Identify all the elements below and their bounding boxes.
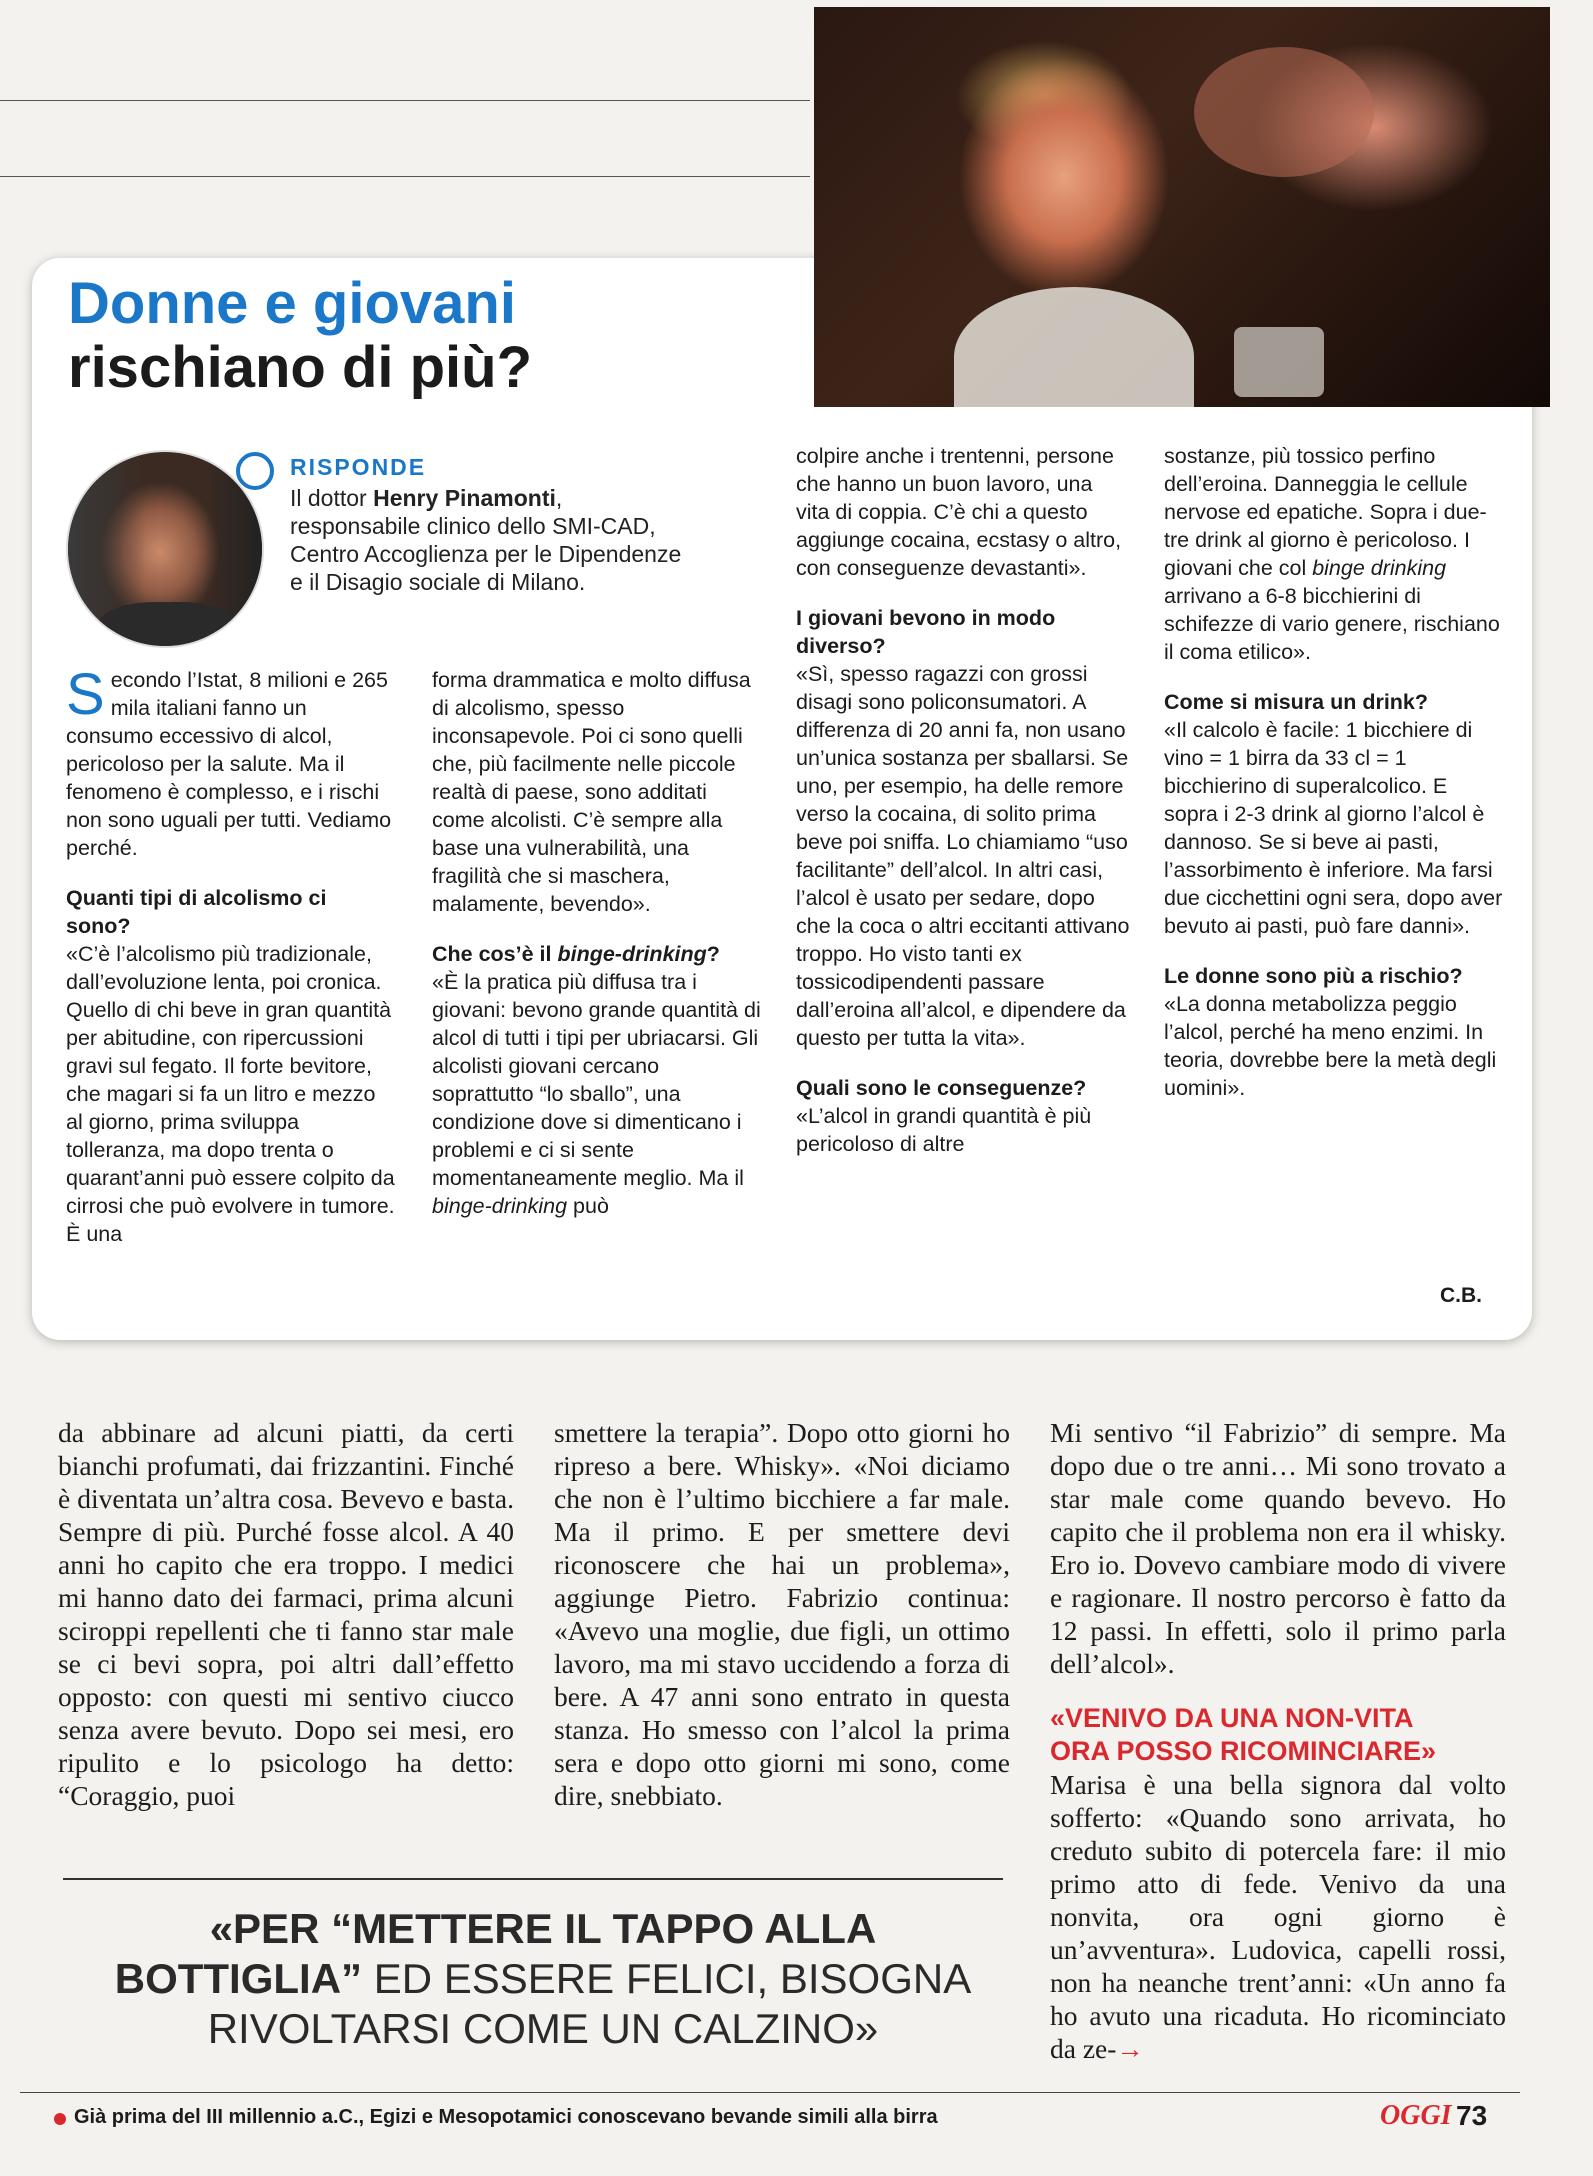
question-2	[432, 940, 762, 968]
sidebar-column-4	[1164, 442, 1504, 1102]
answer-2-continued: colpire anche i trentenni, persone che hanno un buon lavoro, una vita di coppia. C’è chi a questo aggiunge cocaina, ecstasy o altro, con conseguenze devastanti».	[796, 444, 1122, 580]
bullet-dot-icon	[54, 2113, 66, 2125]
answer-5: «Il calcolo è facile: 1 bicchiere di vino = 1 birra da 33 cl = 1 bicchierino di superalcolico. E sopra i 2-3 drink al giorno l’alcol è dannoso. Se si beve ai pasti, l’assorbimento è inferiore. Ma farsi due cicchettini ogni sera, dopo aver bevuto ai pasti, può fare danni».	[1164, 718, 1503, 938]
answer-2-part1: «È la pratica più diffusa tra i giovani: bevono grande quantità di alcol di tutti i tipi per ubriacarsi. Gli alcolisti giovani cercano soprattutto “lo sballo”, una condizione dove si dimenticano i problemi e ci si sente momentaneamente meglio. Ma il	[432, 970, 761, 1190]
story-subhead	[1050, 1702, 1506, 1768]
sidebar-column-2	[432, 666, 762, 1220]
risponde-line4: e il Disagio sociale di Milano.	[290, 569, 586, 595]
photo-shape	[1234, 327, 1324, 397]
story-text-4	[1050, 1768, 1506, 2065]
story-text-1: da abbinare ad alcuni piatti, da certi bianchi profumati, dai frizzantini. Finché è diventata un’altra cosa. Bevevo e basta. Sempre di più. Purché fosse alcol. A 40 anni ho capito che era troppo. I medici mi hanno dato dei farmaci, prima alcuni sciroppi repellenti che ti fanno star male se ci bevi sopra, poi altri dall’effetto opposto: con questi mi sentivo ciucco senza avere bevuto. Dopo sei mesi, ero ripulito e lo psicologo ha detto: “Coraggio, puoi	[58, 1417, 514, 1811]
photo-shape	[954, 287, 1194, 407]
answer-1: «C’è l’alcolismo più tradizionale, dall’evoluzione lenta, poi cronica. Quello di chi beve in gran quantità per abitudine, con ripercussioni gravi sul fegato. Il forte bevitore, che magari si fa un litro e mezzo al giorno, prima sviluppa tolleranza, ma dopo trenta o quarant’anni può essere colpito da cirrosi che può evolvere in tumore. È una	[66, 942, 395, 1246]
pullquote-rule	[63, 1878, 1003, 1880]
answer-1-continued: forma drammatica e molto diffusa di alcolismo, spesso inconsapevole. Poi ci sono quelli che, più facilmente nelle piccole realtà di paese, sono additati come alcolisti. C’è sempre alla base una vulnerabilità, una fragilità che si maschera, malamente, bevendo».	[432, 668, 751, 916]
question-2-suffix: ?	[706, 942, 720, 966]
story-text-3: Mi sentivo “il Fabrizio” di sempre. Ma dopo due o tre anni… Mi sono trovato a star male come quando bevevo. Ho capito che il problema non era il whisky. Ero io. Dovevo cambiare modo di vivere e ragionare. Il nostro percorso è fatto da 12 passi. In effetti, solo il primo parla dell’alcol».	[1050, 1417, 1506, 1679]
question-5: Come si misura un drink?	[1164, 690, 1429, 714]
story-text-4-body: Marisa è una bella signora dal volto sofferto: «Quando sono arrivata, ho creduto subito di potercela fare: il mio primo atto di fede. Venivo da una nonvita, ora ogni giorno è un’avventura». Ludovica, capelli rossi, non ha neanche trent’anni: «Un anno fa ho avuto una ricaduta. Ho ricominciato da ze-	[1050, 1769, 1506, 2064]
avatar-henry-pinamonti	[68, 452, 262, 646]
story-text-2: smettere la terapia”. Dopo otto giorni ho ripreso a bere. Whisky». «Noi diciamo che non è l’ultimo bicchiere a far male. Ma il primo. E per smettere devi riconoscere che hai un problema», aggiunge Pietro. Fabrizio continua: «Avevo una moglie, due figli, un ottimo lavoro, ma mi stavo uccidendo a forza di bere. A 47 anni sono entrato in questa stanza. Ho smesso con l’alcol la prima sera e dopo otto giorni mi sono, come dire, snebbiato.	[554, 1417, 1010, 1811]
risponde-prefix: Il dottor	[290, 485, 374, 511]
avatar-shirt	[98, 602, 238, 646]
sidebar-title	[68, 272, 532, 400]
top-rule-2	[0, 176, 810, 177]
footer-rule	[20, 2092, 1520, 2093]
question-2-italic: binge-drinking	[557, 942, 707, 966]
sidebar-column-3	[796, 442, 1131, 1158]
risponde-label: RISPONDE	[290, 454, 427, 480]
subhead-line-1: «VENIVO DA UNA NON-VITA	[1050, 1703, 1414, 1733]
intro-text: econdo l’Istat, 8 milioni e 265 mila italiani fanno un consumo eccessivo di alcol, pericoloso per la salute. Ma il fenomeno è complesso, e i rischi non sono uguali per tutti. Vediamo perché.	[66, 668, 392, 860]
continue-arrow-icon: →	[1116, 2033, 1144, 2064]
risponde-suffix: ,	[555, 485, 563, 511]
question-1: Quanti tipi di alcolismo ci sono?	[66, 886, 327, 938]
risponde-name: Henry Pinamonti	[373, 485, 556, 511]
question-3: I giovani bevono in modo diverso?	[796, 606, 1056, 658]
magazine-logo: OGGI	[1380, 2100, 1452, 2131]
ring-icon	[236, 452, 274, 490]
signature: C.B.	[1440, 1284, 1482, 1307]
risponde-text	[290, 484, 770, 596]
answer-4-part2: arrivano a 6-8 bicchierini di schifezze di vario genere, rischiano il coma etilico».	[1164, 584, 1500, 664]
page-number: 73	[1456, 2100, 1488, 2131]
drop-cap: S	[66, 662, 105, 727]
question-2-prefix: Che cos’è il	[432, 942, 558, 966]
pullquote-line-2-rest: ED ESSERE FELICI, BISOGNA	[362, 1955, 972, 2002]
answer-2-part2: può	[567, 1194, 609, 1218]
pullquote	[63, 1904, 1023, 2054]
footer-note: Già prima del III millennio a.C., Egizi e Mesopotamici conoscevano bevande simili alla birra	[74, 2106, 938, 2128]
pullquote-line-1: «PER “METTERE IL TAPPO ALLA	[209, 1905, 877, 1952]
answer-4-continued	[1164, 442, 1504, 666]
answer-2-italic: binge-drinking	[432, 1194, 568, 1218]
story-column-2	[554, 1416, 1010, 1812]
sidebar-column-1	[66, 662, 396, 1248]
story-column-1	[58, 1416, 514, 1812]
photo-shape	[1194, 47, 1374, 177]
subhead-line-2: ORA POSSO RICOMINCIARE»	[1050, 1736, 1437, 1766]
question-4: Quali sono le conseguenze?	[796, 1076, 1087, 1100]
answer-4: «L’alcol in grandi quantità è più pericoloso di altre	[796, 1104, 1092, 1156]
answer-6: «La donna metabolizza peggio l’alcol, perché ha meno enzimi. In teoria, dovrebbe bere la metà degli uomini».	[1164, 992, 1497, 1100]
title-line-1: Donne e giovani	[68, 271, 516, 336]
answer-3: «Sì, spesso ragazzi con grossi disagi sono policonsumatori. A differenza di 20 anni fa, non usano un’unica sostanza per sballarsi. Se uno, per esempio, ha delle remore verso la cocaina, di solito prima beve poi sniffa. Lo chiamiamo “uso facilitante” dell’alcol. In altri casi, l’alcol è usato per sedare, dopo che la coca o altri eccitanti attivano troppo. Ho visto tanti ex tossicodipendenti passare dall’eroina all’alcol, e dipendere da questo per tutta la vita».	[796, 662, 1130, 1050]
answer-4-part1: sostanze, più tossico perfino dell’eroina. Danneggia le cellule nervose ed epatiche. Sopra i due-tre drink al giorno è pericoloso. I giovani che col	[1164, 444, 1487, 580]
story-column-3	[1050, 1416, 1506, 2065]
answer-2	[432, 968, 762, 1220]
top-rule	[0, 100, 810, 101]
answer-4-italic: binge drinking	[1312, 556, 1447, 580]
title-line-2: rischiano di più?	[68, 335, 533, 400]
pullquote-line-3: RIVOLTARSI COME UN CALZINO»	[207, 2005, 879, 2052]
risponde-line2: responsabile clinico dello SMI-CAD,	[290, 513, 656, 539]
pullquote-line-2-bold: BOTTIGLIA”	[114, 1955, 363, 2002]
photo-young-women-drinking	[814, 7, 1550, 407]
risponde-line3: Centro Accoglienza per le Dipendenze	[290, 541, 682, 567]
question-6: Le donne sono più a rischio?	[1164, 964, 1463, 988]
